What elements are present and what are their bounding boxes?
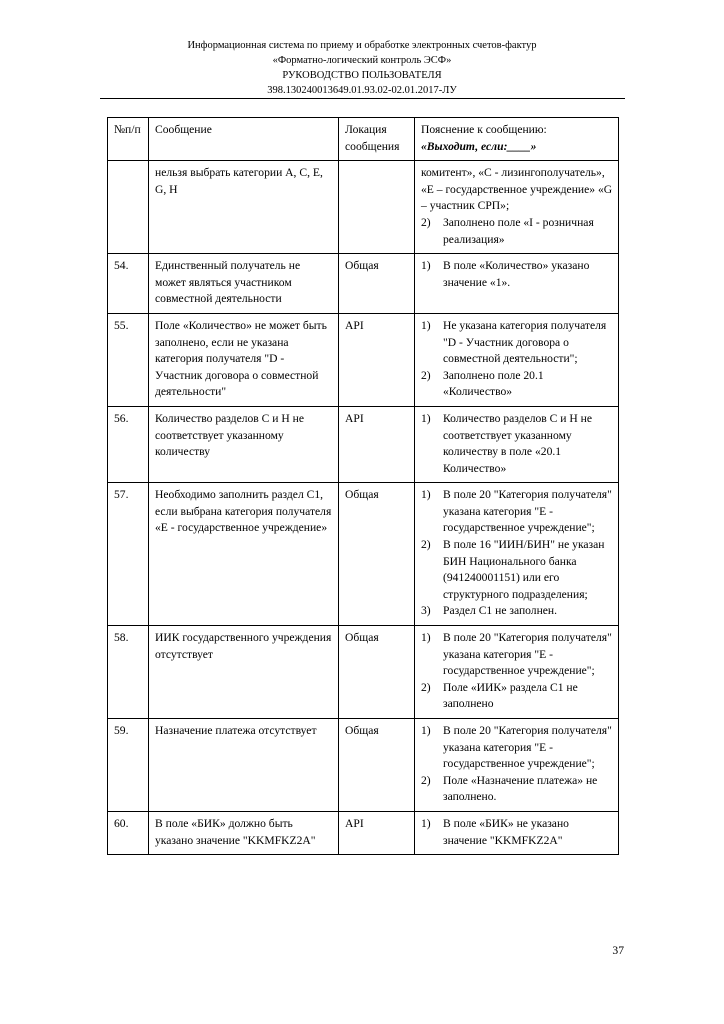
- explanation-list-item: В поле 16 "ИИН/БИН" не указан БИН Национального банка (941240001151) или его структурного подразделения;: [443, 538, 605, 601]
- explanation-list: [421, 318, 613, 401]
- explanation-list-item: В поле «БИК» не указано значение "KKMFKZ2A": [443, 816, 569, 847]
- cell-explanation: [415, 626, 619, 719]
- cell-number: 55.: [108, 313, 149, 406]
- table-row: [108, 483, 619, 626]
- cell-number: 59.: [108, 719, 149, 812]
- col-header-message: Сообщение: [149, 118, 339, 161]
- explanation-list: [421, 816, 613, 849]
- cell-location: API: [339, 811, 415, 854]
- col-header-explanation: [415, 118, 619, 161]
- explanation-list: [421, 630, 613, 713]
- cell-message: нельзя выбрать категории A, C, E, G, H: [149, 161, 339, 254]
- table-body: [108, 161, 619, 855]
- explanation-list-item: Количество разделов C и H не соответствует указанному количеству в поле «20.1 Количество»: [443, 411, 593, 475]
- table-row: [108, 626, 619, 719]
- table-header: [108, 118, 619, 161]
- explanation-list: [421, 723, 613, 806]
- table-row: [108, 811, 619, 854]
- cell-location: Общая: [339, 254, 415, 314]
- header-line-4: 398.130240013649.01.93.02-02.01.2017-ЛУ: [267, 85, 457, 96]
- header-divider-rule: [100, 98, 625, 99]
- cell-number: 57.: [108, 483, 149, 626]
- cell-message: Количество разделов C и H не соответствует указанному количеству: [149, 406, 339, 482]
- table-row: [108, 406, 619, 482]
- cell-explanation: [415, 313, 619, 406]
- cell-location: API: [339, 406, 415, 482]
- cell-message: ИИК государственного учреждения отсутствует: [149, 626, 339, 719]
- explanation-list: [421, 215, 613, 248]
- cell-explanation: [415, 406, 619, 482]
- explanation-list-item: Раздел C1 не заполнен.: [443, 604, 558, 618]
- explanation-list-item: В поле «Количество» указано значение «1».: [443, 259, 590, 289]
- header-line-2: «Форматно-логический контроль ЭСФ»: [272, 55, 452, 66]
- table-row: [108, 313, 619, 406]
- messages-table-wrapper: [107, 117, 618, 855]
- page-number: 37: [612, 944, 624, 957]
- cell-message: Единственный получатель не может являться участником совместной деятельности: [149, 254, 339, 314]
- cell-number: [108, 161, 149, 254]
- col-header-explanation-subtitle: «Выходит, если:____»: [421, 139, 537, 153]
- cell-explanation: [415, 811, 619, 854]
- explanation-list-item: Заполнено поле «I - розничная реализация»: [443, 215, 594, 246]
- explanation-list: [421, 411, 613, 477]
- cell-location: Общая: [339, 719, 415, 812]
- explanation-list-item: Поле «ИИК» раздела C1 не заполнено: [443, 680, 578, 711]
- table-row: [108, 254, 619, 314]
- col-header-location: Локация сообщения: [339, 118, 415, 161]
- cell-location: Общая: [339, 626, 415, 719]
- cell-message: Поле «Количество» не может быть заполнено, если не указана категория получателя "D - Участник договора о совместной деятельности": [149, 313, 339, 406]
- explanation-list-item: В поле 20 "Категория получателя" указана категория "Е - государственное учреждение";: [443, 724, 612, 771]
- cell-explanation: [415, 719, 619, 812]
- explanation-continuation-text: комитент», «С - лизингополучатель», «Е – государственное учреждение» «G – участник СРП»;: [421, 166, 613, 213]
- explanation-list-item: В поле 20 "Категория получателя" указана категория "Е - государственное учреждение";: [443, 631, 612, 678]
- cell-location: API: [339, 313, 415, 406]
- cell-location: [339, 161, 415, 254]
- explanation-list-item: Поле «Назначение платежа» не заполнено.: [443, 773, 598, 804]
- cell-number: 54.: [108, 254, 149, 314]
- cell-location: Общая: [339, 483, 415, 626]
- cell-number: 60.: [108, 811, 149, 854]
- explanation-list: [421, 258, 613, 291]
- cell-number: 56.: [108, 406, 149, 482]
- explanation-list: [421, 487, 613, 620]
- cell-explanation: [415, 161, 619, 254]
- table-header-row: [108, 118, 619, 161]
- cell-message: Необходимо заполнить раздел C1, если выбрана категория получателя «Е - государственное учреждение»: [149, 483, 339, 626]
- table-row: [108, 719, 619, 812]
- table-row: [108, 161, 619, 254]
- col-header-explanation-title: Пояснение к сообщению:: [421, 123, 547, 136]
- explanation-list-item: В поле 20 "Категория получателя" указана категория "Е - государственное учреждение";: [443, 488, 612, 535]
- cell-message: В поле «БИК» должно быть указано значение "KKMFKZ2A": [149, 811, 339, 854]
- cell-message: Назначение платежа отсутствует: [149, 719, 339, 812]
- explanation-list-item: Не указана категория получателя "D - Участник договора о совместной деятельности";: [443, 318, 607, 366]
- header-line-1: Информационная система по приему и обработке электронных счетов-фактур: [187, 40, 537, 51]
- header-line-3: РУКОВОДСТВО ПОЛЬЗОВАТЕЛЯ: [282, 70, 442, 81]
- cell-explanation: [415, 254, 619, 314]
- messages-table: [107, 117, 619, 855]
- col-header-number: №п/п: [108, 118, 149, 161]
- cell-explanation: [415, 483, 619, 626]
- cell-number: 58.: [108, 626, 149, 719]
- explanation-list-item: Заполнено поле 20.1 «Количество»: [443, 368, 544, 399]
- running-header: [100, 38, 624, 98]
